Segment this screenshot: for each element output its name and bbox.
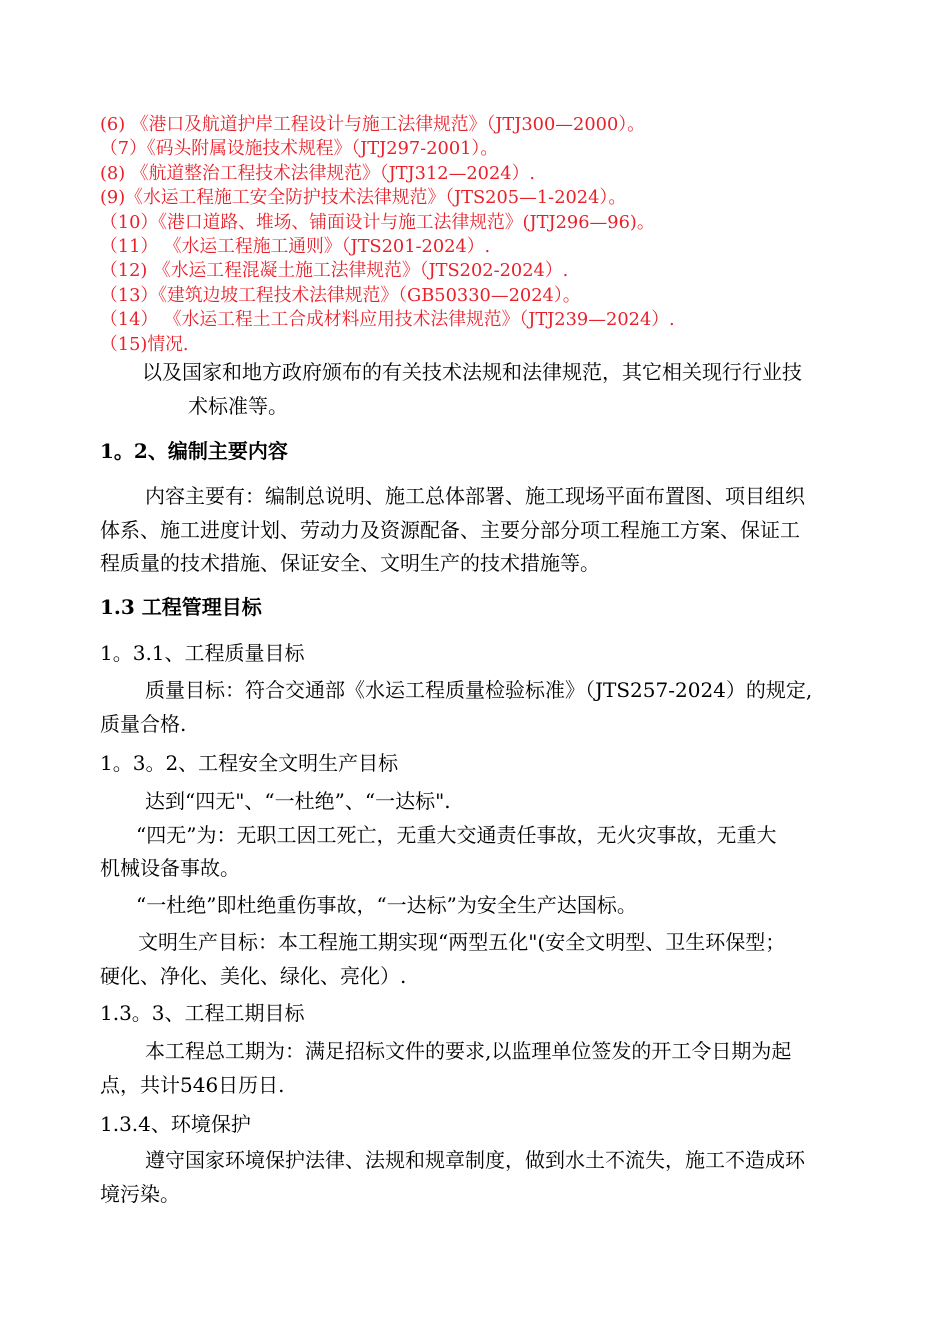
content-paragraph-line-3: 程质量的技术措施、保证安全、文明生产的技术措施等。 — [100, 551, 600, 575]
safety-paragraph-line-4: “一杜绝”即杜绝重伤事故，“一达标”为安全生产达国标。 — [136, 893, 637, 917]
subheading-1-3-3: 1.3。3、工程工期目标 — [100, 1001, 305, 1025]
safety-paragraph-line-1: 达到“四无"、“一杜绝”、“一达标". — [145, 789, 451, 813]
section-heading-1-2: 1。2、编制主要内容 — [100, 439, 288, 463]
subheading-1-3-4: 1.3.4、环境保护 — [100, 1112, 251, 1136]
reference-item-13: （13）《建筑边坡工程技术法律规范》（GB50330—2024）。 — [100, 284, 581, 306]
safety-paragraph-line-2: “四无”为：无职工因工死亡，无重大交通责任事故，无火灾事故，无重大 — [136, 823, 777, 847]
reference-item-15: （15)情况. — [100, 333, 189, 355]
reference-item-11: （11） 《水运工程施工通则》（JTS201-2024）. — [100, 235, 491, 257]
schedule-paragraph-line-1: 本工程总工期为：满足招标文件的要求,以监理单位签发的开工令日期为起 — [145, 1039, 792, 1063]
subheading-1-3-1: 1。3.1、工程质量目标 — [100, 641, 305, 665]
reference-item-14: （14） 《水运工程土工合成材料应用技术法律规范》（JTJ239—2024）. — [100, 309, 675, 331]
reference-item-10: （10）《港口道路、堆场、铺面设计与施工法律规范》(JTJ296—96)。 — [100, 211, 655, 233]
environment-paragraph-line-1: 遵守国家环境保护法律、法规和规章制度，做到水土不流失，施工不造成环 — [145, 1148, 805, 1172]
quality-paragraph-line-1: 质量目标：符合交通部《水运工程质量检验标准》（JTS257-2024）的规定, — [145, 678, 813, 702]
reference-item-8: (8) 《航道整治工程技术法律规范》（JTJ312—2024）. — [100, 162, 536, 184]
quality-paragraph-line-2: 质量合格. — [100, 712, 187, 736]
reference-list — [100, 113, 900, 357]
regs-paragraph-line-2: 术标准等。 — [188, 394, 288, 418]
content-paragraph-line-1: 内容主要有：编制总说明、施工总体部署、施工现场平面布置图、项目组织 — [145, 484, 805, 508]
content-paragraph-line-2: 体系、施工进度计划、劳动力及资源配备、主要分部分项工程施工方案、保证工 — [100, 518, 800, 542]
reference-item-12: （12) 《水运工程混凝土施工法律规范》（JTS202-2024）. — [100, 260, 569, 282]
reference-item-7: （7）《码头附属设施技术规程》（JTJ297-2001）。 — [100, 138, 499, 160]
regs-paragraph-line-1: 以及国家和地方政府颁布的有关技术法规和法律规范，其它相关现行行业技 — [142, 360, 802, 384]
civilized-paragraph-line-2: 硬化、净化、美化、绿化、亮化）. — [100, 964, 407, 988]
subheading-1-3-2: 1。3。2、工程安全文明生产目标 — [100, 751, 399, 775]
reference-item-6: (6) 《港口及航道护岸工程设计与施工法律规范》（JTJ300—2000）。 — [100, 114, 645, 135]
safety-paragraph-line-3: 机械设备事故。 — [100, 856, 240, 880]
environment-paragraph-line-2: 境污染。 — [100, 1182, 180, 1206]
schedule-paragraph-line-2: 点，共计546日历日. — [100, 1073, 285, 1097]
section-heading-1-3: 1.3 工程管理目标 — [100, 595, 262, 619]
reference-item-9: (9)《水运工程施工安全防护技术法律规范》（JTS205—1-2024）。 — [100, 187, 627, 209]
civilized-paragraph-line-1: 文明生产目标：本工程施工期实现“两型五化"(安全文明型、卫生环保型； — [138, 930, 786, 954]
